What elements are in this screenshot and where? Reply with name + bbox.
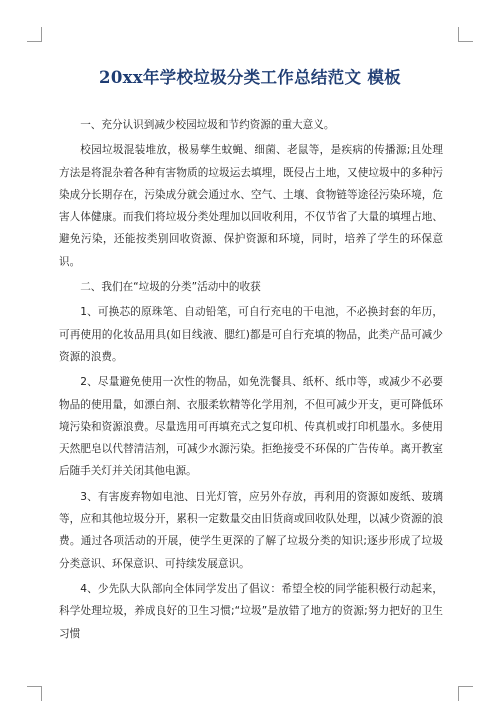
crop-mark-top-right xyxy=(458,27,473,42)
crop-mark-bottom-right xyxy=(458,686,473,701)
document-body xyxy=(59,114,443,648)
section-heading-2: 二、我们在“垃圾的分类”活动中的收获 xyxy=(80,281,261,294)
crop-mark-top-left xyxy=(27,27,42,42)
paragraph: 1、可换芯的原珠笔、自动铅笔，可自行充电的干电池，不必换封套的年历，可再使用的化妆品用具(如目线液、腮红)都是可自行充填的物品，此类产品可减少资源的浪费。 xyxy=(59,306,443,363)
paragraph: 2、尽量避免使用一次性的物品，如免洗餐具、纸杯、纸巾等，或减少不必要物品的使用量，如漂白剂、衣服柔软精等化学用剂，不但可减少开支，更可降低环境污染和资源浪费。尽量选用可再填充式之复印机、传真机或打印机墨水。多使用天然肥皂以代替清洁剂，可减少水源污染。拒绝接受不环保的广告传单。离开教室后随手关灯并关闭其他电源。 xyxy=(59,376,443,478)
crop-mark-bottom-left xyxy=(27,686,42,701)
paragraph: 校园垃圾混装堆放，极易孳生蚊蝇、细菌、老鼠等，是疾病的传播源;且处理方法是将混杂着各种有害物质的垃圾运去填埋，既侵占土地，又使垃圾中的多种污染成分长期存在，污染成分就会通过水、空气、土壤、食物链等途径污染环境，危害人体健康。而我们将垃圾分类处理加以回收利用，不仅节省了大量的填埋占地、避免污染，还能按类别回收资源、保护资源和环境，同时，培养了学生的环保意识。 xyxy=(59,144,443,268)
paragraph: 3、有害废弃物如电池、日光灯管，应另外存放，再利用的资源如废纸、玻璃等，应和其他垃圾分开，累积一定数量交由旧货商或回收队处理，以减少资源的浪费。通过各项活动的开展，使学生更深的了解了垃圾分类的知识;逐步形成了垃圾分类意识、环保意识、可持续发展意识。 xyxy=(59,490,443,570)
paragraph: 4、少先队大队部向全体同学发出了倡议：希望全校的同学能积极行动起来，科学处理垃圾，养成良好的卫生习惯;“垃圾”是放错了地方的资源;努力把好的卫生习惯 xyxy=(59,582,443,640)
section-heading-1: 一、充分认识到减少校园垃圾和节约资源的重大意义。 xyxy=(80,119,335,131)
document-title: 20xx年学校垃圾分类工作总结范文 模板 xyxy=(99,68,401,87)
